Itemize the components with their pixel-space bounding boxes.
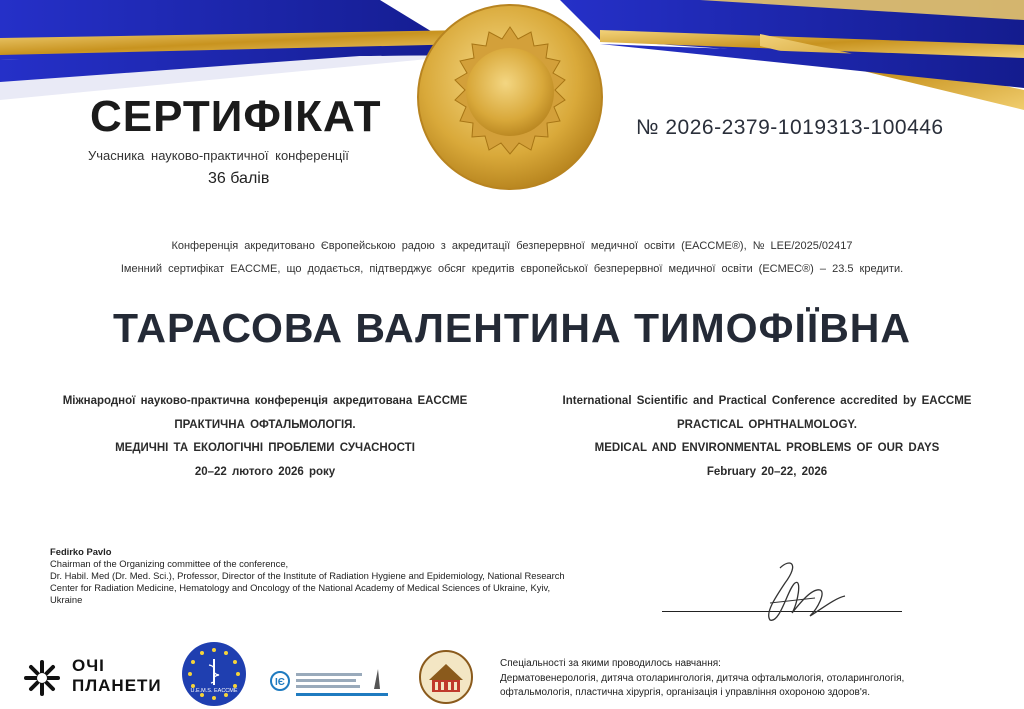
conference-en (532, 390, 1002, 484)
gold-seal-icon (415, 2, 605, 192)
chairman-block (50, 546, 650, 606)
accreditation-line-2: Іменний сертифікат EACCME, що додається, підтверджує обсяг кредитів європейської безперервної медичної освіти (ECMEC®) – 23.5 кредити. (120, 263, 904, 275)
eu-badge-text: U.E.M.S. EACCME (190, 688, 238, 694)
conference-ua-line-1: Міжнародної науково-практична конференція акредитована EACCME (62, 395, 468, 407)
certificate-number: № 2026-2379-1019313-100446 (636, 116, 944, 139)
oci-planety-logo (20, 654, 165, 698)
certificate-subtitle: Учасника науково-практичної конференції (88, 148, 349, 163)
specialties-block (500, 657, 1010, 701)
conference-ua-line-2: ПРАКТИЧНА ОФТАЛЬМОЛОГІЯ. (174, 418, 356, 431)
eu-star-icon (181, 641, 247, 707)
chairman-name: Fedirko Pavlo (50, 546, 112, 557)
conference-en-line-1: International Scientific and Practical Conference accredited by EACCME (562, 395, 972, 407)
chairman-line-1: Chairman of the Organizing committee of the conference, (50, 558, 289, 569)
oci-sun-icon (20, 660, 64, 696)
conference-en-date: February 20–22, 2026 (706, 465, 828, 478)
conference-ua-line-3: МЕДИЧНІ ТА ЕКОЛОГІЧНІ ПРОБЛЕМИ СУЧАСНОСТІ (115, 442, 415, 454)
svg-text:ІЄ: ІЄ (275, 677, 285, 688)
institute-logo-icon (268, 663, 398, 699)
accreditation-line-1: Конференція акредитовано Європейською радою з акредитації безперервної медичної освіти (EACCME®), № LEE/2025/02417 (171, 240, 853, 252)
conference-ua (30, 390, 500, 484)
conference-en-line-3: MEDICAL AND ENVIRONMENTAL PROBLEMS OF OUR DAYS (594, 442, 940, 454)
conference-ua-date: 20–22 лютого 2026 року (194, 465, 336, 478)
specialties-heading: Спеціальності за якими проводилось навчання: (500, 658, 721, 669)
chairman-line-2: Dr. Habil. Med (Dr. Med. Sci.), Professor, Director of the Institute of Radiation Hygiene and Epidemiology, National Research (50, 570, 565, 581)
certificate-title: СЕРТИФІКАТ (90, 92, 382, 141)
specialties-line-2: офтальмологія, пластична хірургія, організація і управління охороною здоров'я. (500, 687, 870, 698)
university-building-icon (419, 650, 473, 704)
chairman-line-3: Center for Radiation Medicine, Hematology and Oncology of the National Academy of Medical Sciences of Ukraine, Kyiv, (50, 582, 551, 593)
conference-en-line-2: PRACTICAL OPHTHALMOLOGY. (676, 418, 858, 431)
oci-logo-line-1: ОЧІ (72, 656, 105, 675)
oci-logo-line-2: ПЛАНЕТИ (72, 676, 162, 695)
signature-icon (740, 558, 850, 628)
specialties-line-1: Дерматовенерологія, дитяча отоларингологія, дитяча офтальмологія, отоларингологія, (500, 672, 905, 684)
participant-name: ТАРАСОВА ВАЛЕНТИНА ТИМОФІЇВНА (112, 305, 912, 351)
certificate-points: 36 балів (208, 170, 270, 187)
chairman-line-4: Ukraine (50, 594, 83, 605)
